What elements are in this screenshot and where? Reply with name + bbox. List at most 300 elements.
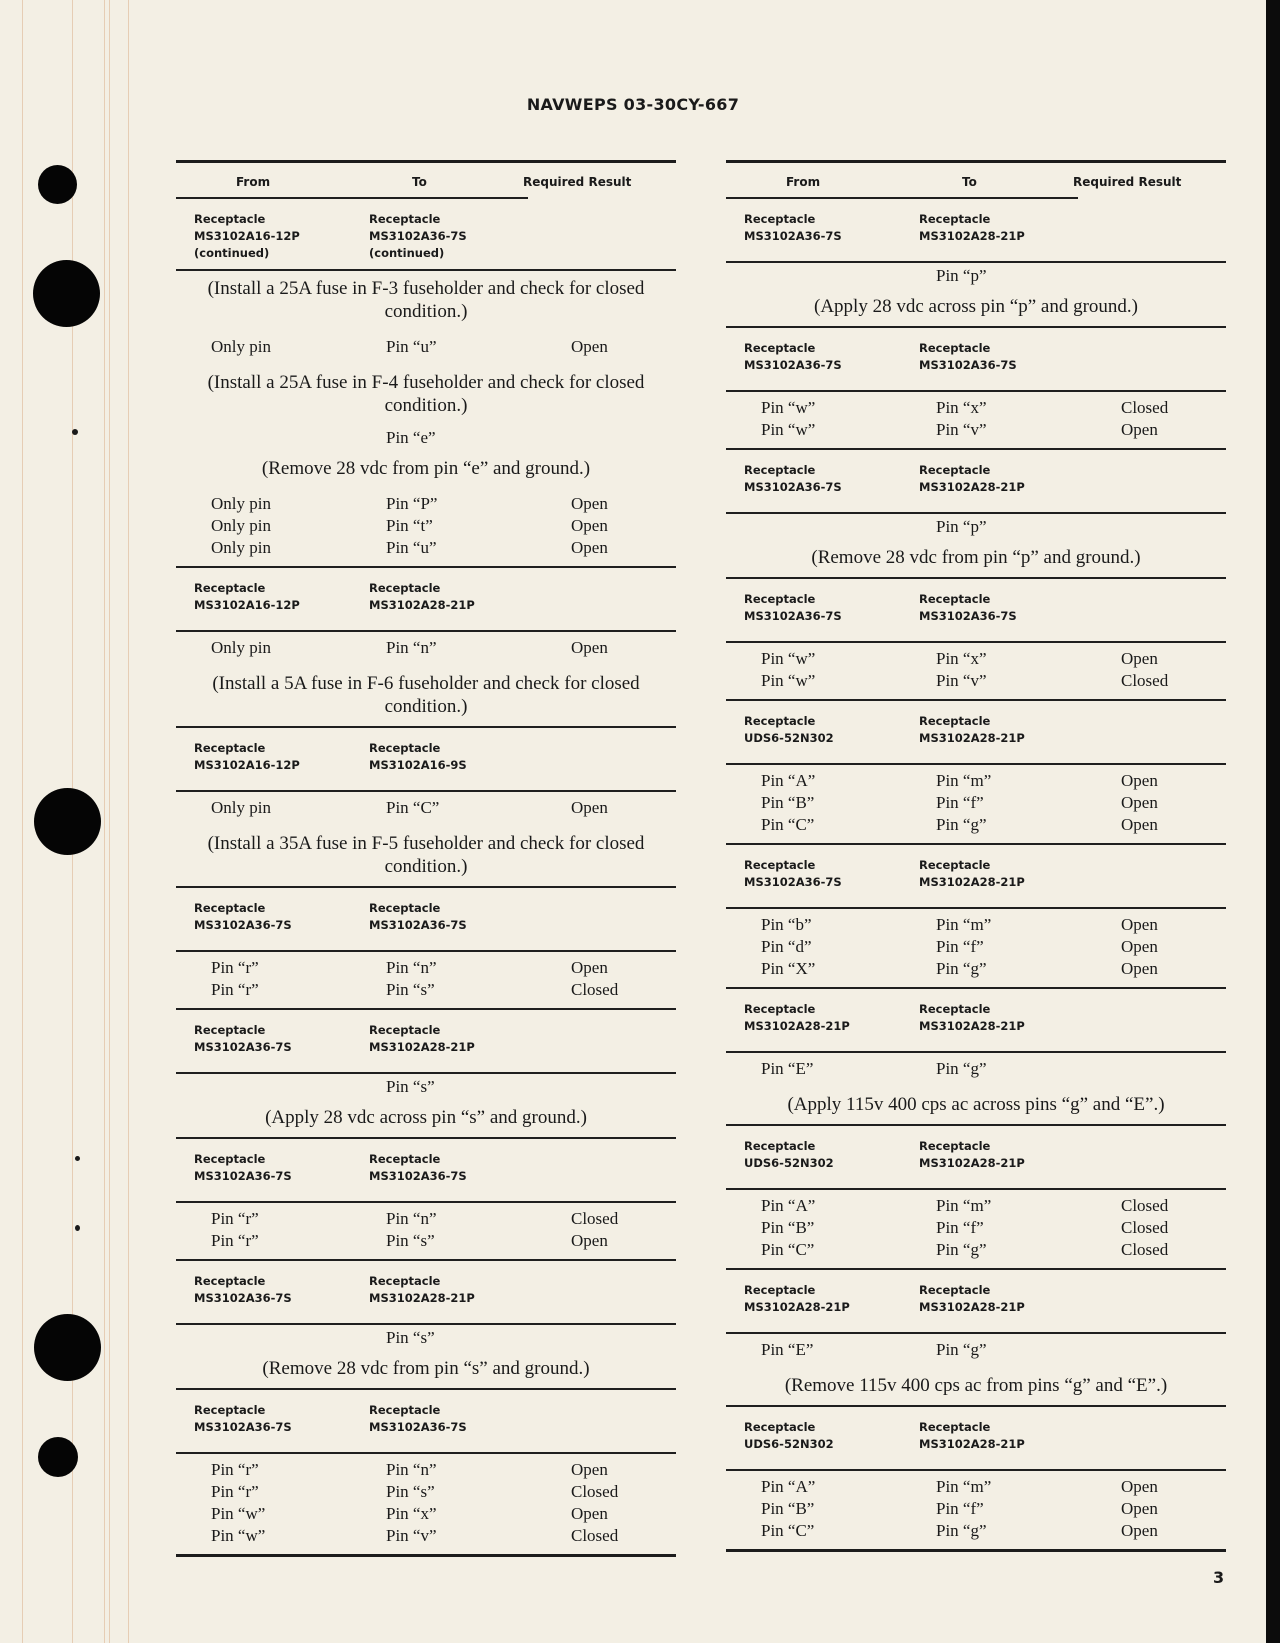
from-pin: Only pin bbox=[211, 538, 271, 557]
required-result: Open bbox=[1121, 915, 1158, 934]
receptacle-pair bbox=[726, 579, 1226, 641]
required-result: Open bbox=[571, 494, 608, 513]
required-result: Open bbox=[1121, 1499, 1158, 1518]
required-result: Closed bbox=[1121, 398, 1169, 417]
receptacle-pair bbox=[726, 1270, 1226, 1332]
from-label: Receptacle bbox=[744, 212, 816, 226]
binder-hole-icon bbox=[38, 165, 77, 204]
pin-check-group bbox=[726, 909, 1226, 987]
instruction-note: (Remove 28 vdc from pin “p” and ground.) bbox=[811, 547, 1141, 568]
from-pin: Only pin bbox=[211, 516, 271, 535]
to-label: Receptacle bbox=[369, 1023, 441, 1037]
required-result: Open bbox=[1121, 649, 1158, 668]
from-receptacle bbox=[194, 900, 292, 934]
to-label: Receptacle bbox=[369, 1274, 441, 1288]
pin-check-row bbox=[176, 958, 676, 980]
from-part-number: MS3102A36-7S bbox=[744, 609, 842, 623]
required-result: Closed bbox=[571, 980, 619, 999]
from-receptacle bbox=[744, 1282, 850, 1316]
from-part-number: MS3102A16-12P bbox=[194, 598, 300, 612]
from-part-number: UDS6-52N302 bbox=[744, 1437, 834, 1451]
from-pin: Only pin bbox=[211, 337, 271, 356]
pin-check-row bbox=[176, 638, 676, 660]
from-pin: Pin “A” bbox=[761, 1196, 816, 1215]
to-pin: Pin “s” bbox=[386, 980, 435, 999]
from-receptacle bbox=[194, 580, 300, 614]
to-part-number: MS3102A36-7S bbox=[369, 1420, 467, 1434]
to-pin: Pin “s” bbox=[386, 1482, 435, 1501]
required-result: Open bbox=[571, 1231, 608, 1250]
from-receptacle bbox=[194, 1151, 292, 1185]
pin-check-row bbox=[726, 959, 1226, 981]
from-pin: Pin “r” bbox=[211, 1482, 259, 1501]
from-part-number: MS3102A28-21P bbox=[744, 1019, 850, 1033]
from-label: Receptacle bbox=[194, 741, 266, 755]
to-receptacle bbox=[369, 740, 467, 774]
pin-check-row bbox=[176, 1482, 676, 1504]
pin-reference: Pin “p” bbox=[936, 517, 987, 536]
required-result: Open bbox=[571, 1504, 608, 1523]
pin-check-row bbox=[726, 1059, 1226, 1081]
pin-check-group bbox=[726, 392, 1226, 448]
from-pin: Pin “r” bbox=[211, 980, 259, 999]
to-part-number: MS3102A28-21P bbox=[919, 1437, 1025, 1451]
to-pin: Pin “n” bbox=[386, 958, 437, 977]
from-receptacle bbox=[744, 462, 842, 496]
pin-check-row bbox=[726, 420, 1226, 442]
from-pin: Pin “r” bbox=[211, 1460, 259, 1479]
from-pin: Pin “A” bbox=[761, 1477, 816, 1496]
receptacle-pair bbox=[726, 989, 1226, 1051]
pin-check-row bbox=[726, 771, 1226, 793]
left-table bbox=[176, 160, 676, 1557]
from-pin: Pin “r” bbox=[211, 1209, 259, 1228]
to-pin: Pin “m” bbox=[936, 771, 992, 790]
required-result: Closed bbox=[1121, 1196, 1169, 1215]
to-pin: Pin “P” bbox=[386, 494, 438, 513]
receptacle-pair bbox=[726, 845, 1226, 907]
required-result: Open bbox=[571, 337, 608, 356]
from-label: Receptacle bbox=[194, 1403, 266, 1417]
from-pin: Pin “E” bbox=[761, 1340, 814, 1359]
from-label: Receptacle bbox=[194, 901, 266, 915]
from-receptacle bbox=[744, 713, 834, 747]
instruction-note: (Install a 25A fuse in F-3 fuseholder and check for closed condition.) bbox=[207, 278, 645, 322]
to-label: Receptacle bbox=[369, 212, 441, 226]
to-part-number: MS3102A28-21P bbox=[369, 598, 475, 612]
header-from: From bbox=[236, 175, 271, 189]
to-label: Receptacle bbox=[919, 1420, 991, 1434]
to-pin: Pin “f” bbox=[936, 1218, 984, 1237]
from-pin: Pin “b” bbox=[761, 915, 812, 934]
to-pin: Pin “v” bbox=[936, 420, 987, 439]
from-pin: Pin “w” bbox=[761, 671, 816, 690]
from-part-number: MS3102A36-7S bbox=[744, 875, 842, 889]
pin-check-row bbox=[726, 1499, 1226, 1521]
required-result: Open bbox=[571, 538, 608, 557]
required-result: Open bbox=[571, 958, 608, 977]
header-to: To bbox=[412, 175, 427, 189]
from-pin: Pin “X” bbox=[761, 959, 816, 978]
receptacle-pair bbox=[176, 199, 676, 269]
receptacle-pair bbox=[176, 568, 676, 630]
to-pin: Pin “g” bbox=[936, 1340, 987, 1359]
from-label: Receptacle bbox=[744, 592, 816, 606]
table-header bbox=[726, 163, 1226, 197]
pin-reference: Pin “s” bbox=[386, 1077, 435, 1096]
to-label: Receptacle bbox=[369, 1152, 441, 1166]
to-receptacle bbox=[919, 1419, 1025, 1453]
to-pin: Pin “u” bbox=[386, 538, 437, 557]
receptacle-pair bbox=[726, 1407, 1226, 1469]
to-receptacle bbox=[919, 713, 1025, 747]
from-pin: Pin “C” bbox=[761, 1240, 815, 1259]
from-pin: Only pin bbox=[211, 638, 271, 657]
table-header bbox=[176, 163, 676, 197]
to-pin: Pin “f” bbox=[936, 937, 984, 956]
pin-check-row bbox=[726, 1340, 1226, 1362]
to-pin: Pin “f” bbox=[936, 1499, 984, 1518]
to-pin: Pin “f” bbox=[936, 793, 984, 812]
to-part-number: MS3102A28-21P bbox=[369, 1291, 475, 1305]
table-bottom-rule bbox=[726, 1549, 1226, 1552]
to-receptacle bbox=[919, 340, 1017, 374]
binder-hole-icon bbox=[38, 1437, 78, 1477]
pin-check-group bbox=[176, 792, 676, 826]
pin-check-group bbox=[176, 952, 676, 1008]
to-label: Receptacle bbox=[369, 901, 441, 915]
from-label: Receptacle bbox=[744, 714, 816, 728]
to-pin: Pin “v” bbox=[936, 671, 987, 690]
receptacle-pair bbox=[176, 1390, 676, 1452]
from-label: Receptacle bbox=[744, 1283, 816, 1297]
to-pin: Pin “g” bbox=[936, 1240, 987, 1259]
to-label: Receptacle bbox=[369, 581, 441, 595]
to-receptacle bbox=[919, 1138, 1025, 1172]
pin-check-row bbox=[726, 937, 1226, 959]
pin-check-row bbox=[176, 337, 676, 359]
receptacle-pair bbox=[726, 328, 1226, 390]
required-result: Closed bbox=[571, 1526, 619, 1545]
pin-check-row bbox=[726, 793, 1226, 815]
to-receptacle bbox=[369, 211, 467, 262]
from-receptacle bbox=[744, 857, 842, 891]
binder-hole-icon bbox=[34, 788, 101, 855]
from-pin: Pin “C” bbox=[761, 815, 815, 834]
pin-check-row bbox=[726, 671, 1226, 693]
from-receptacle bbox=[194, 1402, 292, 1436]
pin-check-row bbox=[176, 538, 676, 560]
from-part-number: MS3102A36-7S bbox=[194, 1291, 292, 1305]
required-result: Closed bbox=[1121, 1218, 1169, 1237]
required-result: Open bbox=[1121, 815, 1158, 834]
from-part-number: UDS6-52N302 bbox=[744, 1156, 834, 1170]
to-receptacle bbox=[369, 1273, 475, 1307]
to-part-number: MS3102A28-21P bbox=[919, 1156, 1025, 1170]
to-receptacle bbox=[919, 1001, 1025, 1035]
to-label: Receptacle bbox=[919, 858, 991, 872]
to-pin: Pin “n” bbox=[386, 1209, 437, 1228]
to-pin: Pin “m” bbox=[936, 1477, 992, 1496]
from-receptacle bbox=[744, 211, 842, 245]
to-receptacle bbox=[919, 857, 1025, 891]
from-receptacle bbox=[194, 211, 300, 262]
pin-check-group bbox=[726, 643, 1226, 699]
from-receptacle bbox=[744, 1001, 850, 1035]
receptacle-pair bbox=[726, 199, 1226, 261]
to-pin: Pin “x” bbox=[936, 649, 987, 668]
to-pin: Pin “n” bbox=[386, 638, 437, 657]
from-part-number: MS3102A36-7S bbox=[194, 918, 292, 932]
pin-check-row bbox=[176, 1526, 676, 1548]
to-part-number: MS3102A28-21P bbox=[919, 731, 1025, 745]
instruction-note: (Apply 28 vdc across pin “s” and ground.) bbox=[265, 1107, 587, 1128]
pin-check-row bbox=[726, 649, 1226, 671]
to-label: Receptacle bbox=[369, 1403, 441, 1417]
from-label: Receptacle bbox=[744, 858, 816, 872]
required-result: Closed bbox=[1121, 671, 1169, 690]
from-pin: Pin “B” bbox=[761, 1218, 815, 1237]
from-part-number: MS3102A36-7S bbox=[744, 358, 842, 372]
to-label: Receptacle bbox=[919, 212, 991, 226]
from-receptacle bbox=[194, 740, 300, 774]
receptacle-pair bbox=[726, 450, 1226, 512]
from-pin: Pin “r” bbox=[211, 958, 259, 977]
to-label: Receptacle bbox=[369, 741, 441, 755]
instruction-note: (Remove 28 vdc from pin “s” and ground.) bbox=[262, 1358, 590, 1379]
instruction-note: (Remove 28 vdc from pin “e” and ground.) bbox=[261, 458, 591, 479]
to-pin: Pin “g” bbox=[936, 1059, 987, 1078]
to-pin: Pin “x” bbox=[936, 398, 987, 417]
pin-check-row bbox=[726, 1196, 1226, 1218]
document-id: NAVWEPS 03-30CY-667 bbox=[526, 95, 740, 114]
from-pin: Pin “w” bbox=[761, 420, 816, 439]
to-pin: Pin “g” bbox=[936, 815, 987, 834]
from-part-number: UDS6-52N302 bbox=[744, 731, 834, 745]
to-part-number: MS3102A36-7S bbox=[369, 1169, 467, 1183]
from-pin: Only pin bbox=[211, 798, 271, 817]
pin-check-group bbox=[176, 632, 676, 666]
from-pin: Pin “A” bbox=[761, 771, 816, 790]
to-receptacle bbox=[919, 462, 1025, 496]
from-part-number: MS3102A16-12P bbox=[194, 758, 300, 772]
to-receptacle bbox=[919, 1282, 1025, 1316]
from-label: Receptacle bbox=[194, 581, 266, 595]
from-part-number: MS3102A36-7S bbox=[194, 1420, 292, 1434]
from-label: Receptacle bbox=[194, 1152, 266, 1166]
required-result: Open bbox=[1121, 793, 1158, 812]
required-result: Open bbox=[571, 638, 608, 657]
to-part-number: MS3102A28-21P bbox=[919, 480, 1025, 494]
to-pin: Pin “x” bbox=[386, 1504, 437, 1523]
speck bbox=[72, 429, 78, 435]
header-to: To bbox=[962, 175, 977, 189]
pin-check-group bbox=[726, 765, 1226, 843]
pin-reference: Pin “p” bbox=[936, 266, 987, 285]
page-margin-line bbox=[22, 0, 23, 1643]
required-result: Open bbox=[1121, 937, 1158, 956]
pin-check-group bbox=[726, 1471, 1226, 1549]
required-result: Open bbox=[571, 798, 608, 817]
to-label: Receptacle bbox=[919, 1283, 991, 1297]
to-pin: Pin “s” bbox=[386, 1231, 435, 1250]
required-result: Open bbox=[1121, 959, 1158, 978]
pin-check-group bbox=[176, 1454, 676, 1554]
pin-check-row bbox=[176, 1231, 676, 1253]
from-part-number: MS3102A36-7S bbox=[194, 1169, 292, 1183]
page-margin-line bbox=[109, 0, 110, 1643]
to-part-number: MS3102A28-21P bbox=[919, 229, 1025, 243]
from-label: Receptacle bbox=[194, 1274, 266, 1288]
from-label: Receptacle bbox=[744, 341, 816, 355]
from-receptacle bbox=[194, 1022, 292, 1056]
to-part-number: MS3102A36-7S bbox=[919, 358, 1017, 372]
from-pin: Pin “d” bbox=[761, 937, 812, 956]
from-label: Receptacle bbox=[194, 1023, 266, 1037]
to-label: Receptacle bbox=[919, 714, 991, 728]
instruction-note: (Apply 28 vdc across pin “p” and ground.) bbox=[814, 296, 1138, 317]
to-part-number: MS3102A28-21P bbox=[919, 875, 1025, 889]
from-pin: Only pin bbox=[211, 494, 271, 513]
receptacle-pair bbox=[176, 888, 676, 950]
receptacle-pair bbox=[176, 1139, 676, 1201]
from-note: (continued) bbox=[194, 246, 270, 260]
pin-check-row bbox=[726, 1477, 1226, 1499]
from-label: Receptacle bbox=[194, 212, 266, 226]
pin-check-row bbox=[726, 1521, 1226, 1543]
pin-check-row bbox=[176, 1460, 676, 1482]
pin-check-row bbox=[176, 1209, 676, 1231]
pin-reference: Pin “e” bbox=[386, 428, 436, 447]
to-pin: Pin “v” bbox=[386, 1526, 437, 1545]
to-receptacle bbox=[369, 1022, 475, 1056]
from-receptacle bbox=[744, 1138, 834, 1172]
required-result: Closed bbox=[1121, 1240, 1169, 1259]
pin-check-row bbox=[176, 1504, 676, 1526]
to-label: Receptacle bbox=[919, 592, 991, 606]
pin-check-group bbox=[176, 488, 676, 566]
required-result: Open bbox=[1121, 1521, 1158, 1540]
binder-hole-icon bbox=[33, 260, 100, 327]
pin-check-row bbox=[176, 516, 676, 538]
receptacle-pair bbox=[176, 1010, 676, 1072]
to-part-number: MS3102A36-7S bbox=[369, 229, 467, 243]
header-from: From bbox=[786, 175, 821, 189]
pin-check-row bbox=[726, 1218, 1226, 1240]
to-receptacle bbox=[369, 900, 467, 934]
from-pin: Pin “B” bbox=[761, 1499, 815, 1518]
to-receptacle bbox=[369, 1151, 467, 1185]
from-part-number: MS3102A36-7S bbox=[744, 229, 842, 243]
to-note: (continued) bbox=[369, 246, 445, 260]
to-receptacle bbox=[369, 580, 475, 614]
receptacle-pair bbox=[726, 701, 1226, 763]
from-receptacle bbox=[744, 340, 842, 374]
to-part-number: MS3102A36-7S bbox=[919, 609, 1017, 623]
required-result: Closed bbox=[571, 1209, 619, 1228]
from-pin: Pin “w” bbox=[761, 649, 816, 668]
required-result: Open bbox=[1121, 771, 1158, 790]
pin-reference: Pin “s” bbox=[386, 1328, 435, 1347]
from-pin: Pin “w” bbox=[761, 398, 816, 417]
from-pin: Pin “r” bbox=[211, 1231, 259, 1250]
from-pin: Pin “w” bbox=[211, 1504, 266, 1523]
from-label: Receptacle bbox=[744, 1420, 816, 1434]
from-pin: Pin “C” bbox=[761, 1521, 815, 1540]
to-label: Receptacle bbox=[919, 463, 991, 477]
from-part-number: MS3102A36-7S bbox=[744, 480, 842, 494]
from-receptacle bbox=[744, 591, 842, 625]
pin-check-row bbox=[176, 798, 676, 820]
from-receptacle bbox=[744, 1419, 834, 1453]
to-part-number: MS3102A28-21P bbox=[369, 1040, 475, 1054]
to-receptacle bbox=[919, 591, 1017, 625]
pin-check-group bbox=[726, 1053, 1226, 1087]
from-pin: Pin “E” bbox=[761, 1059, 814, 1078]
required-result: Open bbox=[571, 1460, 608, 1479]
pin-check-group bbox=[726, 1190, 1226, 1268]
receptacle-pair bbox=[176, 1261, 676, 1323]
to-pin: Pin “m” bbox=[936, 915, 992, 934]
table-bottom-rule bbox=[176, 1554, 676, 1557]
to-part-number: MS3102A28-21P bbox=[919, 1300, 1025, 1314]
from-label: Receptacle bbox=[744, 463, 816, 477]
pin-check-row bbox=[726, 1240, 1226, 1262]
to-pin: Pin “C” bbox=[386, 798, 440, 817]
page-number: 3 bbox=[1213, 1568, 1225, 1587]
instruction-note: (Install a 5A fuse in F-6 fuseholder and check for closed condition.) bbox=[212, 673, 640, 717]
to-pin: Pin “u” bbox=[386, 337, 437, 356]
from-part-number: MS3102A36-7S bbox=[194, 1040, 292, 1054]
header-required-result: Required Result bbox=[523, 175, 632, 189]
to-part-number: MS3102A28-21P bbox=[919, 1019, 1025, 1033]
required-result: Open bbox=[1121, 420, 1158, 439]
pin-check-row bbox=[176, 980, 676, 1002]
to-label: Receptacle bbox=[919, 1002, 991, 1016]
from-receptacle bbox=[194, 1273, 292, 1307]
pin-check-row bbox=[726, 815, 1226, 837]
to-pin: Pin “t” bbox=[386, 516, 433, 535]
required-result: Open bbox=[571, 516, 608, 535]
instruction-note: (Install a 35A fuse in F-5 fuseholder and check for closed condition.) bbox=[207, 833, 645, 877]
to-pin: Pin “g” bbox=[936, 959, 987, 978]
from-pin: Pin “w” bbox=[211, 1526, 266, 1545]
page-margin-line bbox=[104, 0, 105, 1643]
instruction-note: (Apply 115v 400 cps ac across pins “g” and “E”.) bbox=[787, 1094, 1165, 1115]
to-pin: Pin “g” bbox=[936, 1521, 987, 1540]
to-part-number: MS3102A36-7S bbox=[369, 918, 467, 932]
right-table bbox=[726, 160, 1226, 1552]
required-result: Open bbox=[1121, 1477, 1158, 1496]
required-result: Closed bbox=[571, 1482, 619, 1501]
header-required-result: Required Result bbox=[1073, 175, 1182, 189]
from-pin: Pin “B” bbox=[761, 793, 815, 812]
pin-check-group bbox=[726, 1334, 1226, 1368]
to-pin: Pin “n” bbox=[386, 1460, 437, 1479]
binder-hole-icon bbox=[34, 1314, 101, 1381]
pin-check-group bbox=[176, 1203, 676, 1259]
from-part-number: MS3102A28-21P bbox=[744, 1300, 850, 1314]
from-part-number: MS3102A16-12P bbox=[194, 229, 300, 243]
from-label: Receptacle bbox=[744, 1139, 816, 1153]
to-label: Receptacle bbox=[919, 1139, 991, 1153]
instruction-note: (Install a 25A fuse in F-4 fuseholder and check for closed condition.) bbox=[207, 372, 645, 416]
pin-check-row bbox=[726, 398, 1226, 420]
to-label: Receptacle bbox=[919, 341, 991, 355]
page-margin-line bbox=[128, 0, 129, 1643]
pin-check-row bbox=[726, 915, 1226, 937]
speck bbox=[75, 1225, 80, 1231]
